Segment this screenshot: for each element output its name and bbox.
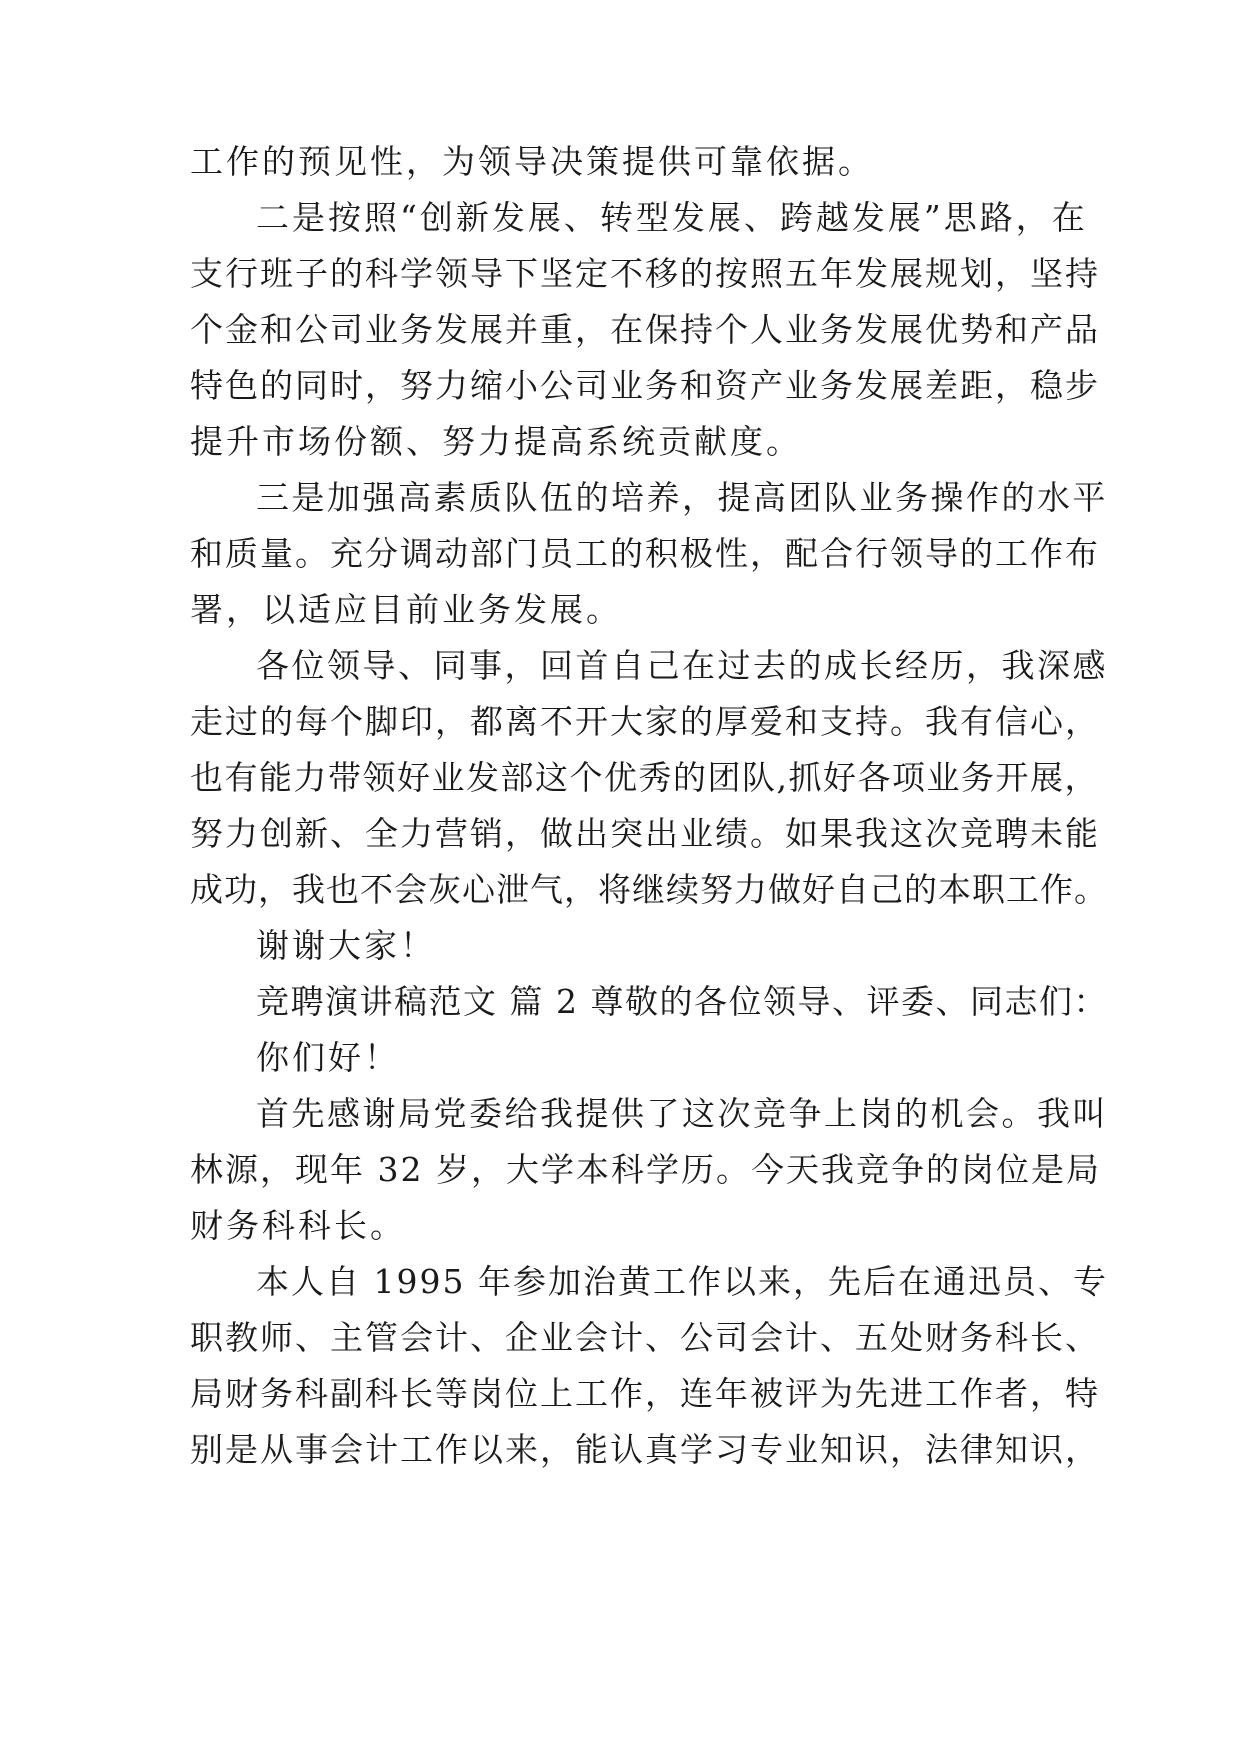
text-line: 财务科科长。 (190, 1206, 406, 1245)
text-line: 个金和公司业务发展并重，在保持个人业务发展优势和产品 (190, 310, 1100, 349)
text-line: 局财务科副科长等岗位上工作，连年被评为先进工作者，特 (190, 1374, 1100, 1413)
text-line: 特色的同时，努力缩小公司业务和资产业务发展差距，稳步 (190, 366, 1100, 405)
text-line: 职教师、主管会计、企业会计、公司会计、五处财务科长、 (190, 1318, 1100, 1357)
text-line: 提升市场份额、努力提高系统贡献度。 (190, 422, 802, 461)
text-line: 支行班子的科学领导下坚定不移的按照五年发展规划，坚持 (190, 254, 1100, 293)
text-line: 二是按照“创新发展、转型发展、跨越发展”思路，在 (256, 198, 1088, 237)
text-line: 也有能力带领好业发部这个优秀的团队,抓好各项业务开展， (190, 758, 1099, 797)
text-line: 成功，我也不会灰心泄气，将继续努力做好自己的本职工作。 (190, 870, 1108, 909)
text-line: 竞聘演讲稿范文 篇 2 尊敬的各位领导、评委、同志们： (256, 982, 1108, 1021)
text-line: 林源，现年 32 岁，大学本科学历。今天我竞争的岗位是局 (190, 1150, 1101, 1189)
text-line: 三是加强高素质队伍的培养，提高团队业务操作的水平 (256, 478, 1108, 517)
text-line: 努力创新、全力营销，做出突出业绩。如果我这次竞聘未能 (190, 814, 1100, 853)
text-line: 署，以适应目前业务发展。 (190, 590, 622, 629)
text-line: 你们好！ (256, 1038, 400, 1077)
text-line: 工作的预见性，为领导决策提供可靠依据。 (190, 142, 874, 181)
text-line: 首先感谢局党委给我提供了这次竞争上岗的机会。我叫 (256, 1094, 1108, 1133)
text-line: 走过的每个脚印，都离不开大家的厚爱和支持。我有信心， (190, 702, 1100, 741)
text-line: 和质量。充分调动部门员工的积极性，配合行领导的工作布 (190, 534, 1100, 573)
text-line: 别是从事会计工作以来，能认真学习专业知识，法律知识， (190, 1430, 1100, 1469)
text-line: 谢谢大家！ (256, 926, 436, 965)
text-line: 各位领导、同事，回首自己在过去的成长经历，我深感 (256, 646, 1108, 685)
text-line: 本人自 1995 年参加治黄工作以来，先后在通迅员、专 (256, 1262, 1108, 1301)
